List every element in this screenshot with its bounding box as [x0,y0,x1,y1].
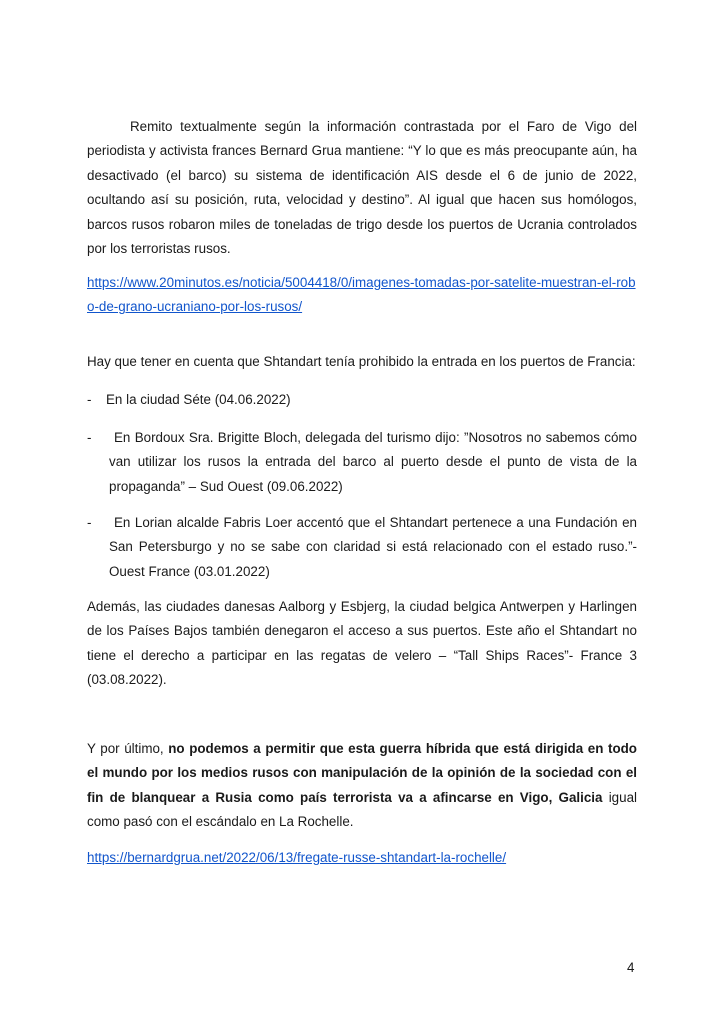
page-number: 4 [627,960,635,975]
paragraph-faro-de-vigo-quote: Remito textualmente según la información contrastada por el Faro de Vigo del periodista y activista frances Bernard Grua mantiene: “Y lo que es más preocupante aún, ha desactivado (el barco) su sistema de identificación AIS desde el 6 de junio de 2022, ocultando así su posición, ruta, velocidad y destino”. Al igual que hacen sus homólogos, barcos rusos robaron miles de toneladas de trigo desde los puertos de Ucrania controlados por los terroristas rusos. [87,119,637,257]
link-bernardgrua[interactable]: https://bernardgrua.net/2022/06/13/fregate-russe-shtandart-la-rochelle/ [87,850,507,865]
list-dash: - [87,515,92,530]
paragraph-france-ports-intro: Hay que tener en cuenta que Shtandart tenía prohibido la entrada en los puertos de Francia: [87,354,636,369]
list-item-bordeaux [87,426,637,499]
list-item-text: En la ciudad Séte (04.06.2022) [106,392,291,407]
link-paragraph-bernardgrua [87,846,637,870]
paragraph-other-ports: Además, las ciudades danesas Aalborg y Esbjerg, la ciudad belgica Antwerpen y Harlingen de los Países Bajos también denegaron el acceso a sus puertos. Este año el Shtandart no tiene el derecho a participar en las regatas de velero – “Tall Ships Races”- France 3 (03.08.2022). [87,599,637,688]
link-paragraph-20minutos [87,271,637,320]
paragraph-conclusion [87,737,637,835]
list-item-text: En Lorian alcalde Fabris Loer accentó que el Shtandart pertenece a una Fundación en San Petersburgo y no se sabe con claridad si está relacionado con el estado ruso.”- Ouest France (03.01.2022) [109,515,637,579]
list-item-lorient [87,511,637,584]
list-item-text: En Bordoux Sra. Brigitte Bloch, delegada del turismo dijo: ”Nosotros no sabemos cómo van utilizar los rusos la entrada del barco al puerto desde el punto de vista de la propaganda” – Sud Ouest (09.06.2022) [109,430,637,494]
conclusion-tail: igual como pasó con el escándalo en La Rochelle. [87,789,637,830]
conclusion-bold-statement: no podemos a permitir que esta guerra híbrida que está dirigida en todo el mundo por los medios rusos con manipulación de la opinión de la sociedad con el fin de blanquear a Rusia como país terrorista va a afincarse en Vigo, Galicia [87,741,637,805]
list-item-sete [87,388,637,412]
list-dash: - [87,392,92,407]
link-20minutos[interactable]: https://www.20minutos.es/noticia/5004418/0/imagenes-tomadas-por-satelite-muestran-el-robo-de-grano-ucraniano-por-los-rusos/ [87,275,636,315]
conclusion-lead: Y por último, [87,741,169,756]
list-dash: - [87,430,92,445]
